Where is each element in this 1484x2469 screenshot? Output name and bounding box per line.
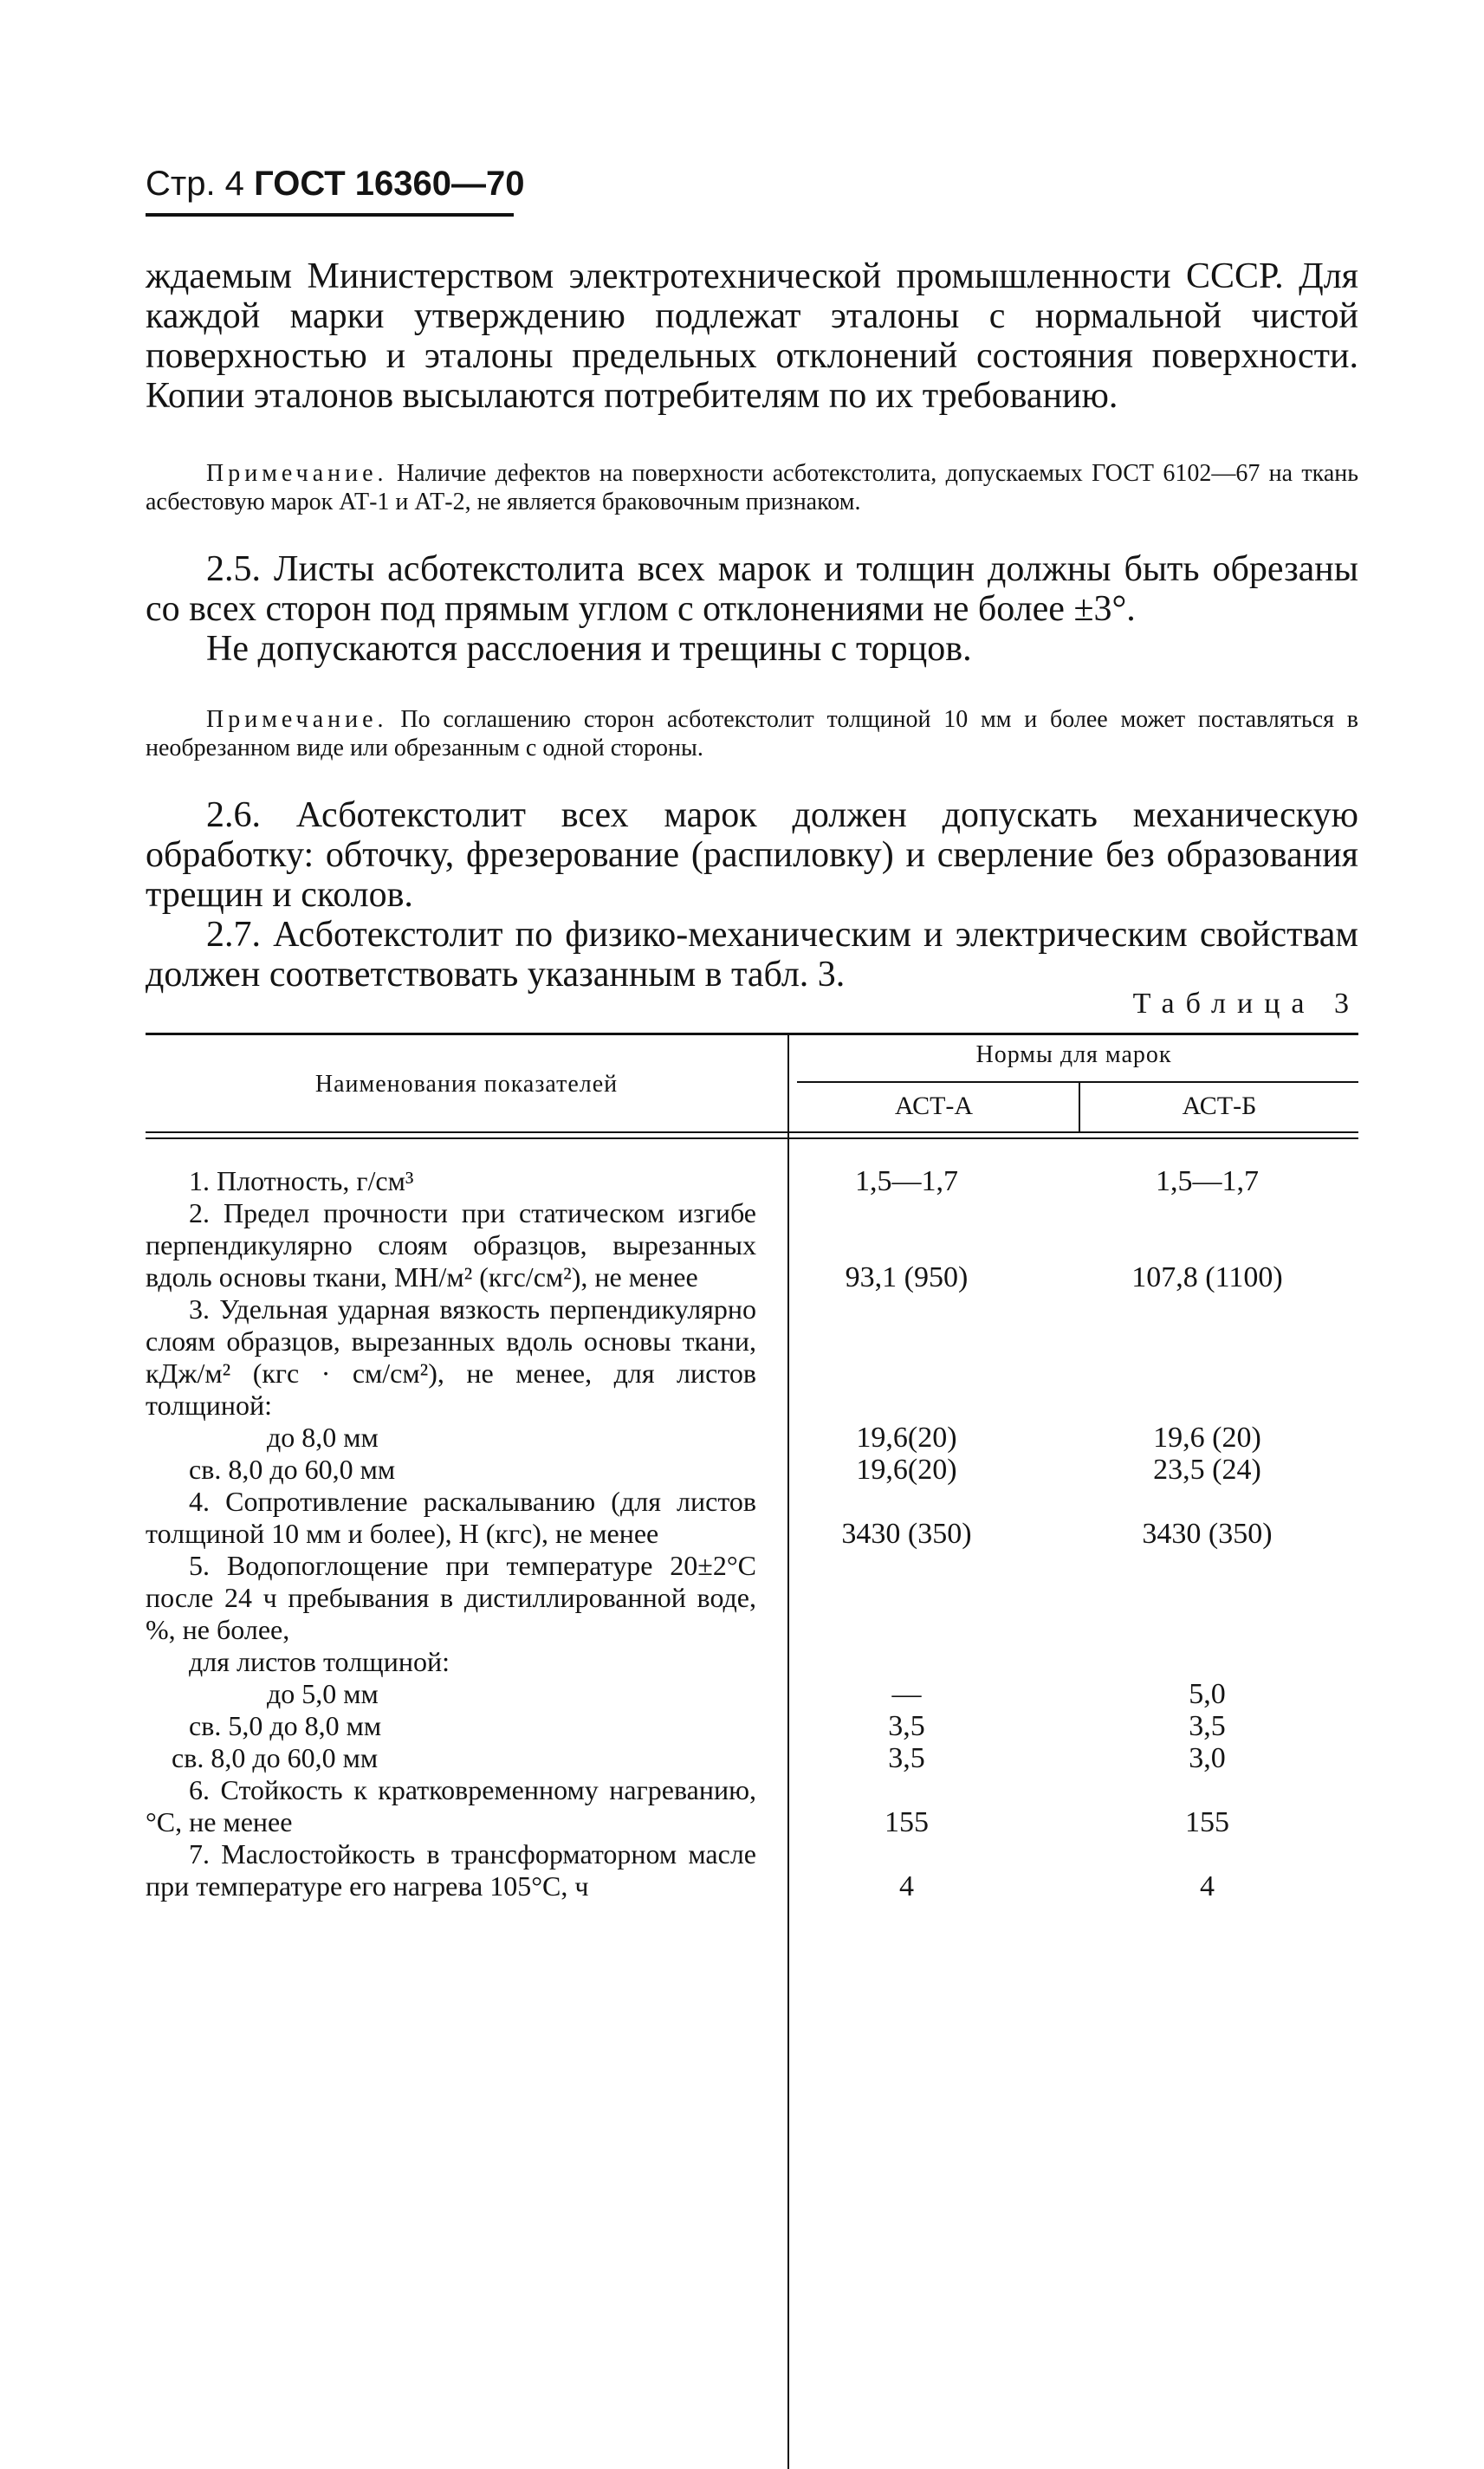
value-ast-b: 5,0 xyxy=(1189,1678,1226,1710)
table-row xyxy=(146,1165,1358,1197)
paragraph-continuation: ждаемым Министерством электротехнической промышленности СССР. Для каждой марки утверждению подлежат эталоны с нормальной чистой поверхностью и эталоны предельных отклонений состояния поверхности. Копии эталонов высылаются потребителям по их требованию. xyxy=(146,256,1358,416)
value-ast-a xyxy=(756,1293,1057,1422)
table-top-rule xyxy=(146,1033,1358,1035)
table-row xyxy=(146,1774,1358,1838)
table-header-rule-double xyxy=(146,1137,1358,1139)
paragraph-2-5-cracks: Не допускаются расслоения и трещины с торцов. xyxy=(206,629,972,669)
row-label: 5. Водопоглощение при температуре 20±2°С после 24 ч пребывания в дистиллированной воде, %, не более, xyxy=(146,1550,756,1645)
table-row xyxy=(146,1486,1358,1550)
value-ast-b: 107,8 (1100) xyxy=(1131,1261,1283,1293)
value-ast-b: 3,0 xyxy=(1189,1742,1226,1774)
value-ast-b: 3,5 xyxy=(1189,1710,1226,1742)
value-ast-b: 155 xyxy=(1185,1806,1229,1838)
value-ast-a: 3,5 xyxy=(888,1742,925,1774)
row-label: до 8,0 мм xyxy=(267,1422,379,1453)
value-ast-a: 3,5 xyxy=(888,1710,925,1742)
table-row xyxy=(146,1454,1358,1486)
value-ast-b: 23,5 (24) xyxy=(1153,1454,1261,1486)
value-ast-b: 19,6 (20) xyxy=(1153,1422,1261,1454)
sections-2-6-2-7 xyxy=(146,795,1358,995)
value-ast-b: 1,5—1,7 xyxy=(1156,1165,1259,1197)
table-body xyxy=(146,1165,1358,1902)
value-ast-a xyxy=(756,1550,1057,1646)
table-caption: Таблица 3 xyxy=(1132,988,1360,1020)
note-label: Примечание. xyxy=(206,460,388,487)
column-header-ast-b: АСТ-Б xyxy=(1182,1092,1257,1120)
section-2-5 xyxy=(146,549,1358,669)
column-header-norms: Нормы для марок xyxy=(975,1041,1172,1068)
note-label: Примечание. xyxy=(206,706,388,733)
table-row xyxy=(146,1293,1358,1422)
note-text: Наличие дефектов на поверхности асботекстолита, допускаемых ГОСТ 6102—67 на ткань асбестовую марок АТ-1 и АТ-2, не является браковочным признаком. xyxy=(146,460,1358,515)
row-label: 7. Маслостойкость в трансформаторном масле при температуре его нагрева 105°С, ч xyxy=(146,1838,756,1902)
row-label: 6. Стойкость к кратковременному нагреванию, °С, не менее xyxy=(146,1774,756,1837)
body-text xyxy=(146,256,1358,416)
row-label: св. 5,0 до 8,0 мм xyxy=(189,1710,382,1741)
value-ast-a xyxy=(756,1646,1057,1678)
page-header xyxy=(146,158,525,217)
row-label: для листов толщиной: xyxy=(189,1646,450,1677)
value-ast-a: 19,6(20) xyxy=(856,1422,957,1454)
table-row xyxy=(146,1550,1358,1646)
row-label: 1. Плотность, г/см³ xyxy=(189,1165,414,1196)
table-row xyxy=(146,1646,1358,1678)
note-1 xyxy=(146,459,1358,516)
value-ast-a: 19,6(20) xyxy=(856,1454,957,1486)
row-label: до 5,0 мм xyxy=(267,1678,379,1709)
value-ast-a: 1,5—1,7 xyxy=(855,1165,958,1197)
value-ast-a: 4 xyxy=(899,1870,914,1902)
page-number: Стр. 4 xyxy=(146,165,244,203)
table-row xyxy=(146,1742,1358,1774)
value-ast-a: 3430 (350) xyxy=(841,1518,972,1550)
standard-code: ГОСТ 16360—70 xyxy=(254,165,525,203)
note-text: По соглашению сторон асботекстолит толщиной 10 мм и более может поставляться в необрезанном виде или обрезанным с одной стороны. xyxy=(146,706,1359,761)
table-row xyxy=(146,1422,1358,1454)
column-header-name: Наименования показателей xyxy=(314,1071,619,1098)
column-header-ast-a: АСТ-А xyxy=(894,1092,974,1120)
table-row xyxy=(146,1678,1358,1710)
value-ast-a: 93,1 (950) xyxy=(845,1261,969,1293)
table-row xyxy=(146,1710,1358,1742)
value-ast-a: — xyxy=(891,1678,922,1710)
value-ast-b xyxy=(1057,1550,1358,1646)
value-ast-b: 3430 (350) xyxy=(1142,1518,1273,1550)
row-label: 2. Предел прочности при статическом изгибе перпендикулярно слоям образцов, вырезанных вдоль основы ткани, МН/м² (кгс/см²), не менее xyxy=(146,1197,756,1293)
table-row xyxy=(146,1838,1358,1902)
table-header-rule xyxy=(146,1131,1358,1133)
paragraph-2-6: 2.6. Асботекстолит всех марок должен допускать механическую обработку: обточку, фрезерование (распиловку) и сверление без образования трещин и сколов. xyxy=(146,795,1358,915)
table-row xyxy=(146,1197,1358,1293)
value-ast-a: 155 xyxy=(885,1806,929,1838)
paragraph-2-5: 2.5. Листы асботекстолита всех марок и толщин должны быть обрезаны со всех сторон под прямым углом с отклонениями не более ±3°. xyxy=(146,549,1358,629)
row-label: св. 8,0 до 60,0 мм xyxy=(189,1454,396,1485)
table-norms-rule xyxy=(797,1081,1358,1083)
value-ast-b: 4 xyxy=(1200,1870,1215,1902)
paragraph-2-7: 2.7. Асботекстолит по физико-механическим и электрическим свойствам должен соответствовать указанным в табл. 3. xyxy=(146,915,1358,995)
row-label: 4. Сопротивление раскалыванию (для листов толщиной 10 мм и более), Н (кгс), не менее xyxy=(146,1486,756,1549)
row-label: св. 8,0 до 60,0 мм xyxy=(172,1742,379,1773)
note-2 xyxy=(146,705,1358,762)
value-ast-b xyxy=(1057,1293,1358,1422)
row-label: 3. Удельная ударная вязкость перпендикулярно слоям образцов, вырезанных вдоль основы ткани, кДж/м² (кгс · см/см²), не менее, для листов толщиной: xyxy=(146,1293,756,1421)
value-ast-b xyxy=(1057,1646,1358,1678)
